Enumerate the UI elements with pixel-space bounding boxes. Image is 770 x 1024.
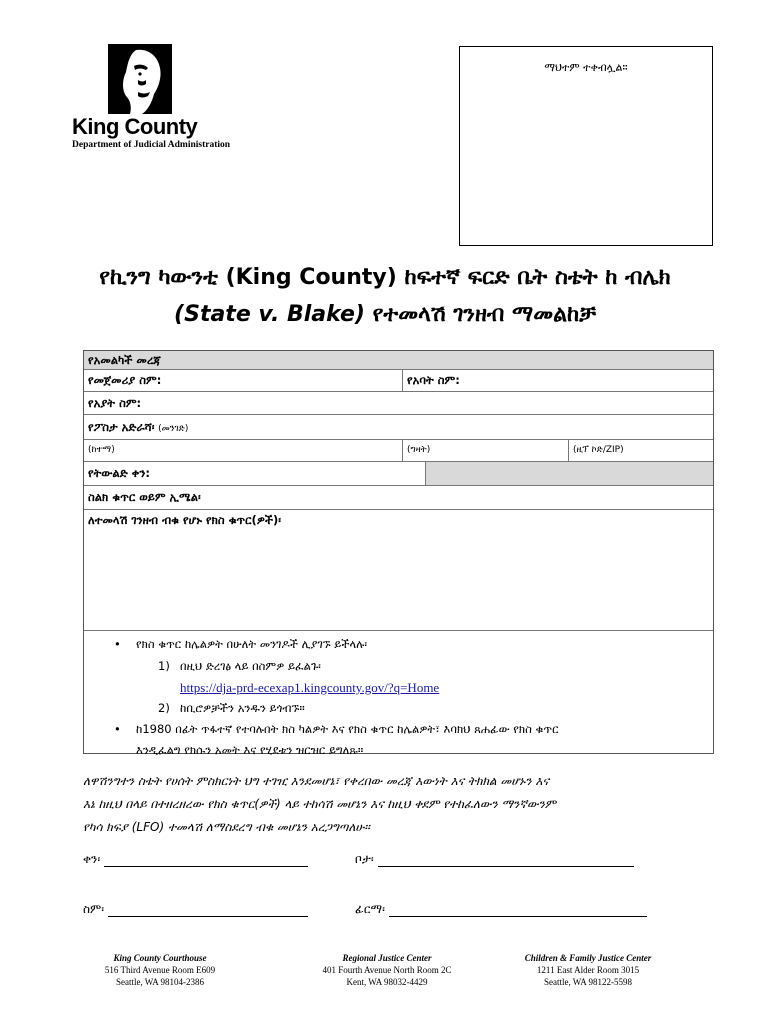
signature-input-line[interactable]	[389, 902, 647, 917]
signature-label: ፊርማ፡	[355, 902, 385, 916]
footer-address: 401 Fourth Avenue North Room 2C	[322, 965, 452, 975]
certification-line-1: ለዋሽንግተን ስቴት የሀሰት ምስክርነት ህግ ተገዢ እንደመሆኔ፣ የቀረበው መረጃ እውነት እና ትክክል መሆኑን እና	[83, 774, 549, 788]
instruction-item-1: በዚህ ድረገፅ ላይ በስምዎ ይፈልጉ፡	[180, 659, 321, 673]
applicant-info-form	[83, 350, 714, 757]
section-header: የአመልካች መረጃ	[88, 353, 161, 367]
postal-address-field[interactable]	[84, 415, 713, 439]
form-title-rest: የተመላሽ ገንዘብ ማመልከቻ	[364, 302, 596, 327]
place-input-line[interactable]	[378, 852, 634, 867]
city-field[interactable]: (ከተማ)	[88, 445, 115, 455]
instruction-bullet-2-line2: እንዲፈልግ የክሱን አመት እና የሂደቱን ዝርዝር ይግለጹ።	[136, 743, 364, 757]
footer-city: Seattle, WA 98104-2386	[115, 977, 205, 987]
date-signature-field	[83, 852, 308, 867]
phone-email-field[interactable]: ስልክ ቁጥር ወይም ኢሜል፡	[88, 490, 201, 504]
postal-address-label: የፖስታ አድራሻ፡	[88, 420, 155, 434]
name-label: ስም፡	[83, 902, 105, 916]
first-name-field[interactable]: የመጀመሪያ ስም:	[88, 373, 162, 387]
footer-city: Kent, WA 98032-4429	[346, 977, 428, 987]
stamp-label: ማህተም ተቀብሏል።	[544, 61, 628, 74]
case-search-link[interactable]: https://dja-prd-ecexap1.kingcounty.gov/?q=Home	[180, 680, 440, 695]
instruction-item-2: ከቢሮዎቻችን አንዱን ይጎብኙ።	[180, 701, 305, 715]
date-label: ቀን፡	[83, 852, 101, 866]
footer-family-justice	[488, 952, 688, 988]
instructions	[84, 631, 713, 757]
footer-courthouse	[60, 952, 260, 988]
form-title-line1: የኪንግ ካውንቲ (King County) ከፍተኛ ፍርድ ቤት ስቴት ከ ብሌክ	[99, 265, 671, 290]
bullet-dot: •	[114, 722, 121, 736]
place-label: ቦታ፡	[355, 852, 374, 866]
name-row	[84, 370, 713, 392]
zip-field[interactable]: (ዚፕ ኮድ/ZIP)	[568, 440, 713, 461]
footer-address: 516 Third Avenue Room E609	[104, 965, 216, 975]
name-signature-field	[83, 902, 308, 917]
father-name-field[interactable]: የአባት ስም:	[402, 370, 713, 391]
mlk-portrait-logo-icon	[108, 44, 172, 114]
form-title-line2	[20, 302, 750, 327]
footer-address: 1211 East Alder Room 3015	[536, 965, 640, 975]
logo-wordmark: King County	[72, 114, 198, 139]
received-stamp-box	[459, 46, 713, 246]
signature-field	[355, 902, 647, 917]
dob-row	[84, 462, 713, 486]
footer-regional-justice	[287, 952, 487, 988]
place-signature-field	[355, 852, 634, 867]
street-hint: (መንገድ)	[158, 424, 189, 434]
instruction-bullet-2-line1: ከ1980 በፊት ጥፋተኛ የተባሉበት ክስ ካልዎት እና የክስ ቁጥር ከሌልዎት፣ እባክህ ጸሐፊው የክስ ቁጥር	[136, 722, 559, 736]
case-numbers-field[interactable]: ለተመላሽ ገንዘብ ብቁ የሆኑ የክስ ቁጥር(ዎች)፡	[88, 513, 281, 527]
department-name: Department of Judicial Administration	[72, 140, 231, 150]
name-input-line[interactable]	[108, 902, 308, 917]
instruction-bullet-1: የክስ ቁጥር ከሌልዎት በሁለት መንገዶች ሊያገኙ ይችላሉ፡	[136, 637, 368, 651]
footer-heading: Regional Justice Center	[342, 953, 432, 963]
contact-row	[84, 486, 713, 510]
state-field[interactable]: (ግዛት)	[402, 440, 568, 461]
bullet-dot: •	[114, 637, 121, 651]
footer-heading: King County Courthouse	[113, 953, 207, 963]
certification-line-3: የካሳ ክፍያ (LFO) ተመላሽ ለማስደረግ ብቁ መሆኔን አረጋግጣለሁ።	[83, 820, 370, 834]
grandfather-row	[84, 392, 713, 415]
section-header-row	[84, 351, 713, 370]
case-numbers-row	[84, 510, 713, 631]
certification-line-2: እኔ ከዚህ በላይ በተዘረዘረው የክስ ቁጥር(ዎች) ላይ ተከሳሽ መሆኔን እና ከዚህ ቀደም የተከፈለውን ማንኛውንም	[83, 797, 556, 811]
grandfather-name-field[interactable]: የአያት ስም:	[88, 396, 142, 410]
case-name: (State v. Blake)	[174, 302, 365, 327]
address-row	[84, 415, 713, 440]
certification-statement	[83, 770, 733, 839]
dob-shaded-cell	[425, 462, 713, 485]
item-1-number: 1)	[158, 659, 170, 673]
footer-heading: Children & Family Justice Center	[524, 953, 652, 963]
date-input-line[interactable]	[104, 852, 308, 867]
dob-field[interactable]: የትውልድ ቀን:	[88, 466, 151, 480]
footer-city: Seattle, WA 98122-5598	[543, 977, 633, 987]
item-2-number: 2)	[158, 701, 170, 715]
city-state-zip-row	[84, 440, 713, 462]
